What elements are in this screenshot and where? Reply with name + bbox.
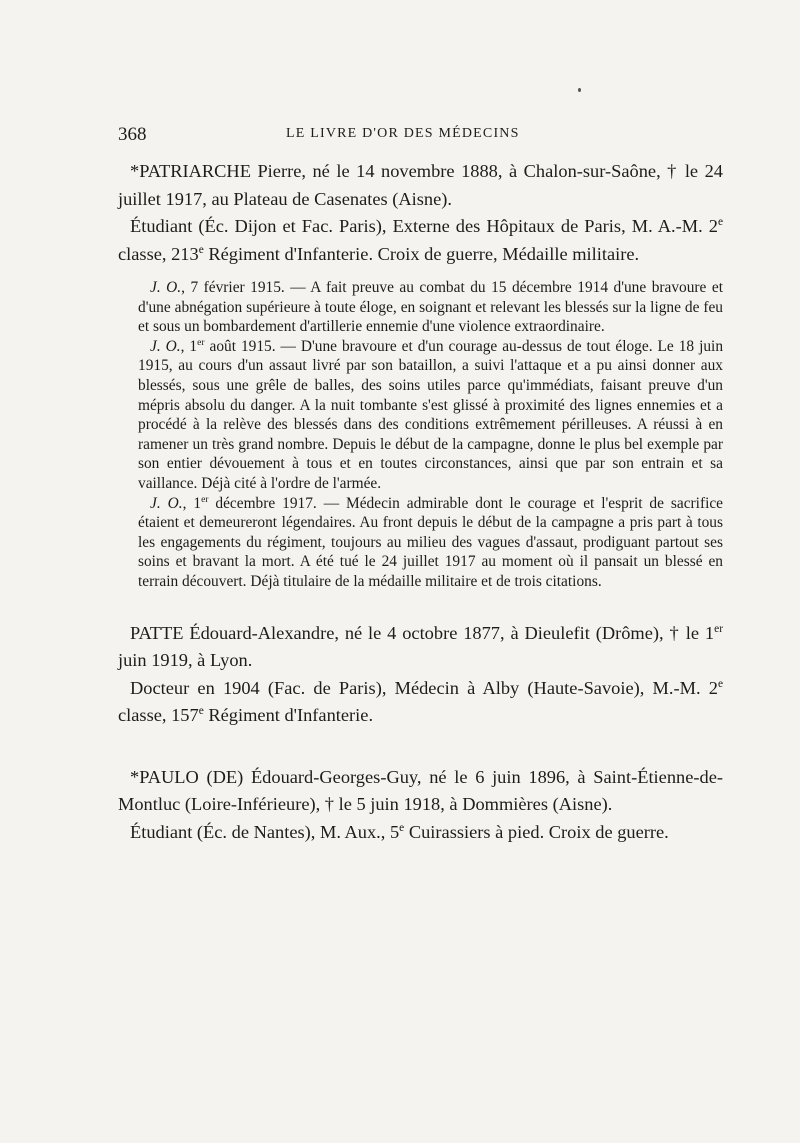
entry-career-a: Docteur en 1904 (Fac. de Paris), Médecin à Alby (Haute-Savoie), M.-M. 2 bbox=[130, 677, 718, 698]
citation-date: , 7 février 1915. bbox=[181, 279, 285, 296]
citation-date: , 1 bbox=[180, 337, 198, 355]
entry-career bbox=[118, 675, 723, 730]
entry-career-sup: e bbox=[198, 243, 204, 256]
citation-date-sup: er bbox=[201, 493, 209, 505]
citation bbox=[138, 278, 723, 337]
entry-career bbox=[118, 819, 723, 847]
page-number: 368 bbox=[118, 124, 147, 145]
citation bbox=[138, 494, 723, 592]
entry-career-c: Régiment d'Infanterie. bbox=[203, 705, 374, 725]
citation-text: — D'une bravoure et d'un courage au-dessus de tout éloge. Le 18 juin 1915, au cours d'un assaut livré par son bataillon, a suivi l'attaque et a pu ainsi donner aux blessés, sous une grêle de balles, des soins utiles parce qu'immédiats, faisant preuve d'un mépris absolu du danger. A la nuit tombante s'est glissé à proximité des lignes ennemies et a procédé à la relève des blessés dans des conditions extrêmement périlleuses. A réussi à en ramener un très grand nombre. Depuis le début de la campagne, donne le plus bel exemple par son entier dévouement à tous et en toutes circonstances, ainsi que par son entrain et sa vaillance. Déjà cité à l'ordre de l'armée. bbox=[138, 337, 724, 492]
citation-date-rest: août 1915. bbox=[204, 337, 276, 355]
citation-source: J. O. bbox=[150, 494, 183, 512]
entry-career: Étudiant (Éc. Dijon et Fac. Paris), Externe des Hôpitaux de Paris, M. A.-M. 2e classe, 213e Régiment d'Infanterie. Croix de guerre, Médaille militaire. bbox=[118, 215, 723, 264]
entry-paulo bbox=[118, 764, 723, 847]
citation-date-rest: décembre 1917. bbox=[208, 494, 317, 512]
entry-name-line bbox=[118, 620, 723, 675]
entry-career-sup: e bbox=[399, 821, 405, 834]
entry-career-sup: e bbox=[717, 215, 723, 228]
page-header bbox=[118, 122, 723, 146]
entry-name-line: *PAULO (DE) Édouard-Georges-Guy, né le 6 juin 1896, à Saint-Étienne-de-Montluc (Loire-Inférieure), † le 5 juin 1918, à Dommières (Aisne). bbox=[118, 766, 723, 814]
running-title: LE LIVRE D'OR DES MÉDECINS bbox=[286, 126, 520, 141]
entry-career-b: Cuirassiers à pied. Croix de guerre. bbox=[404, 821, 669, 842]
citation-source: J. O. bbox=[150, 337, 181, 355]
entry-name-b: juin 1919, à Lyon. bbox=[118, 650, 253, 670]
entry-career-b: classe, 157 bbox=[118, 705, 199, 725]
entry-name-line: *PATRIARCHE Pierre, né le 14 novembre 1888, à Chalon-sur-Saône, † le 24 juillet 1917, au Plateau de Casenates (Aisne). bbox=[118, 161, 723, 209]
citation bbox=[138, 337, 723, 494]
citations bbox=[118, 278, 723, 592]
entry-career-sup: e bbox=[198, 704, 204, 717]
entry-career-a: Étudiant (Éc. de Nantes), M. Aux., 5 bbox=[130, 821, 400, 842]
entry-name-sup: er bbox=[714, 622, 723, 635]
print-speck bbox=[578, 88, 581, 92]
entry-patriarche bbox=[118, 158, 723, 592]
entry-career-sup: e bbox=[717, 677, 723, 690]
citation-source: J. O. bbox=[150, 279, 182, 296]
citation-text: — Médecin admirable dont le courage et l'esprit de sacrifice étaient et demeureront légendaires. Au front depuis le début de la campagne a pris part à tous les engagements du régiment, toujours au milieu des vagues d'assaut, prodiguant partout ses soins et bravant la mort. A été tué le 24 juillet 1917 au moment où il pansait un blessé en terrain découvert. Déjà titulaire de la médaille militaire et de trois citations. bbox=[138, 494, 724, 590]
entry-name-a: PATTE Édouard-Alexandre, né le 4 octobre 1877, à Dieulefit (Drôme), † le 1 bbox=[130, 622, 715, 643]
citation-date: , 1 bbox=[182, 494, 202, 512]
citation-date-sup: er bbox=[197, 336, 205, 348]
page bbox=[118, 122, 723, 846]
entry-patte bbox=[118, 620, 723, 730]
citation-text: — A fait preuve au combat du 15 décembre 1914 d'une bravoure et d'une abnégation supérieure à toute éloge, en soignant et relevant les blessés sur la ligne de feu et sous un bombardement d'artillerie ennemie d'une violence extraordinaire. bbox=[138, 279, 723, 336]
